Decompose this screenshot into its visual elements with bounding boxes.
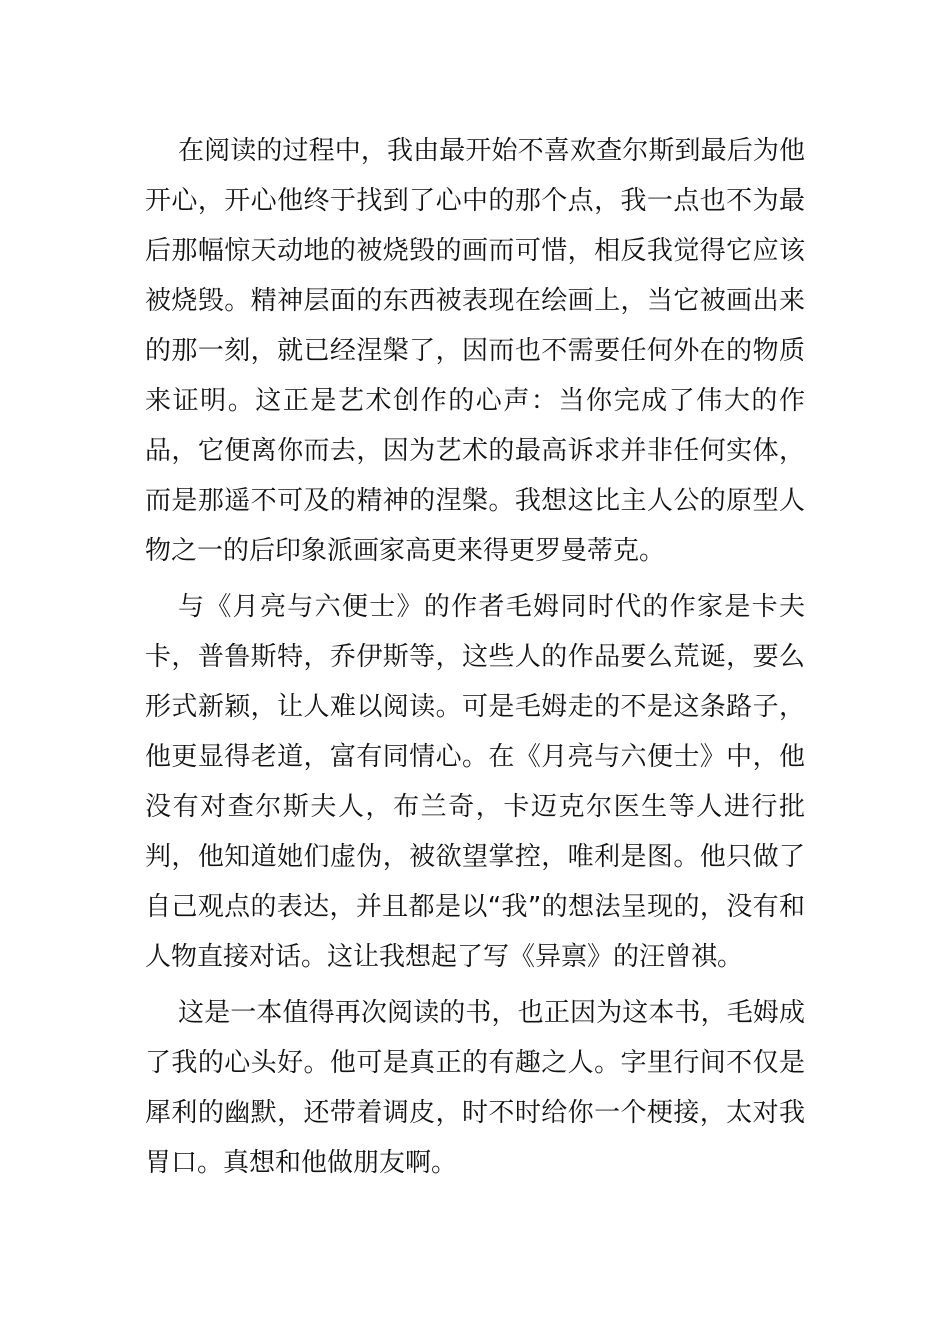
paragraph-conclusion: 这是一本值得再次阅读的书，也正因为这本书，毛姆成了我的心头好。他可是真正的有趣之人。字里行间不仅是犀利的幽默，还带着调皮，时不时给你一个梗接，太对我胃口。真想和他做朋友啊。 (145, 998, 805, 1178)
paragraph-reading-reflection: 在阅读的过程中，我由最开始不喜欢查尔斯到最后为他开心，开心他终于找到了心中的那个点，我一点也不为最后那幅惊天动地的被烧毁的画而可惜，相反我觉得它应该被烧毁。精神层面的东西被表现在绘画上，当它被画出来的那一刻，就已经涅槃了，因而也不需要任何外在的物质来证明。这正是艺术创作的心声：当你完成了伟大的作品，它便离你而去，因为艺术的最高诉求并非任何实体，而是那遥不可及的精神的涅槃。我想这比主人公的原型人物之一的后印象派画家高更来得更罗曼蒂克。 (145, 136, 805, 566)
paragraph-maugham-contemporaries: 与《月亮与六便士》的作者毛姆同时代的作家是卡夫卡，普鲁斯特，乔伊斯等，这些人的作品要么荒诞，要么形式新颖，让人难以阅读。可是毛姆走的不是这条路子，他更显得老道，富有同情心。在《月亮与六便士》中，他没有对查尔斯夫人，布兰奇，卡迈克尔医生等人进行批判，他知道她们虚伪，被欲望掌控，唯利是图。他只做了自己观点的表达，并且都是以“我”的想法呈现的，没有和人物直接对话。这让我想起了写《异禀》的汪曾祺。 (145, 592, 805, 972)
essay-body (145, 126, 805, 1194)
